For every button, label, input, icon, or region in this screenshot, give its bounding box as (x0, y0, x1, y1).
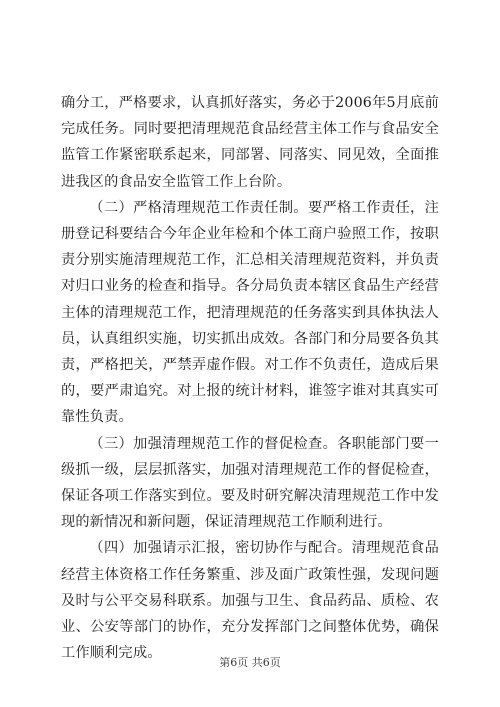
paragraph-section-3: （三）加强清理规范工作的督促检查。各职能部门要一级抓一级，层层抓落实，加强对清理规范工作的督促检查，保证各项工作落实到位。要及时研究解决清理规范工作中发现的新情况和新问题，保证清理规范工作顺利进行。 (61, 435, 439, 531)
paragraph-section-4: （四）加强请示汇报，密切协作与配合。清理规范食品经营主体资格工作任务繁重、涉及面广政策性强，发现问题及时与公平交易科联系。加强与卫生、食品药品、质检、农业、公安等部门的协作，充分发挥部门之间整体优势，确保工作顺利完成。 (61, 540, 439, 662)
paragraph-continuation: 确分工，严格要求，认真抓好落实，务必于2006年5月底前完成任务。同时要把清理规范食品经营主体工作与食品安全监管工作紧密联系起来，同部署、同落实、同见效，全面推进我区的食品安全监管工作上台阶。 (61, 95, 439, 190)
paragraph-section-2: （二）严格清理规范工作责任制。要严格工作责任，注册登记科要结合今年企业年检和个体工商户验照工作，按职责分别实施清理规范工作，汇总相关清理规范资料，并负责对归口业务的检查和指导。各分局负责本辖区食品生产经营主体的清理规范工作，把清理规范的任务落实到具体执法人员，认真组织实施，切实抓出成效。各部门和分局要各负其责，严格把关，严禁弄虚作假。对工作不负责任，造成后果的，要严肃追究。对上报的统计材料，谁签字谁对其真实可靠性负责。 (61, 199, 439, 426)
page-footer: 第6页 共6页 (219, 656, 281, 669)
document-body (61, 90, 439, 666)
